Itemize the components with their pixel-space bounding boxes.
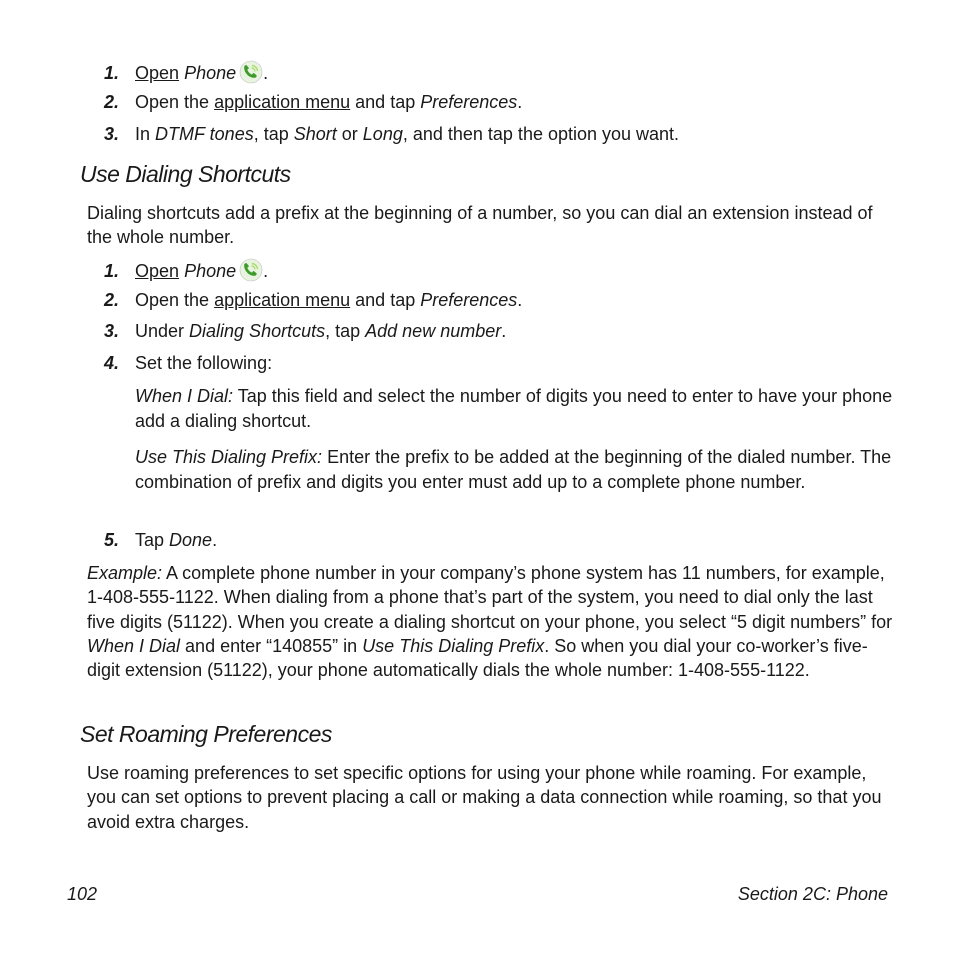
field-label: Use This Dialing Prefix: xyxy=(135,447,323,467)
section-intro-dialing: Dialing shortcuts add a prefix at the beginning of a number, so you can dial an extension instead of the whole number. xyxy=(87,203,873,248)
field-dialing-prefix: Use This Dialing Prefix: Enter the prefix to be added at the beginning of the dialed number. The combination of prefix and digits you enter must add up to a complete phone number. xyxy=(135,447,892,492)
application-menu-link[interactable]: application menu xyxy=(214,92,351,112)
step-number: 2. xyxy=(104,290,120,310)
step-number: 1. xyxy=(104,261,120,281)
step-open-app-menu: 2. Open the application menu and tap Preferences. xyxy=(104,290,523,310)
step-add-new-number: 3. Under Dialing Shortcuts, tap Add new number. xyxy=(104,321,507,341)
step-number: 2. xyxy=(104,92,120,112)
example-label: Example: xyxy=(87,563,163,583)
phone-term: Phone xyxy=(184,261,237,281)
section-heading-roaming: Set Roaming Preferences xyxy=(80,721,332,747)
section-heading-dialing-shortcuts: Use Dialing Shortcuts xyxy=(80,161,291,187)
phone-icon xyxy=(239,258,263,282)
preferences-term: Preferences xyxy=(420,92,518,112)
add-new-number-term: Add new number xyxy=(365,321,502,341)
long-term: Long xyxy=(362,124,403,144)
section-intro-roaming: Use roaming preferences to set specific options for using your phone while roaming. For example, you can set options to prevent placing a call or making a data connection while roaming, so that you avoid extra charges. xyxy=(87,763,882,832)
open-link[interactable]: Open xyxy=(135,63,180,83)
example-paragraph: Example: A complete phone number in your company’s phone system has 11 numbers, for example, 1-408-555-1122. When dialing from a phone that’s part of the system, you need to dial only the last five digits (51122). When you create a dialing shortcut on your phone, you select “5 digit numbers” for When I Dial and enter “140855” in Use This Dialing Prefix. So when you dial your co-worker’s five-digit extension (51122), your phone automatically dials the whole number: 1-408-555-1122. xyxy=(87,563,893,681)
field-when-i-dial: When I Dial: Tap this field and select the number of digits you need to enter to have your phone add a dialing shortcut. xyxy=(135,386,893,431)
step-open-app-menu: 2. Open the application menu and tap Preferences. xyxy=(104,92,523,112)
open-link[interactable]: Open xyxy=(135,261,180,281)
step-dtmf-tones: 3. In DTMF tones, tap Short or Long, and then tap the option you want. xyxy=(104,124,680,144)
done-term: Done xyxy=(169,530,213,550)
phone-term: Phone xyxy=(184,63,237,83)
field-label: When I Dial: xyxy=(135,386,234,406)
step-open-phone: 1. Open Phone . xyxy=(104,60,904,84)
application-menu-link[interactable]: application menu xyxy=(214,290,351,310)
phone-icon xyxy=(239,60,263,84)
dtmf-term: DTMF tones xyxy=(155,124,254,144)
short-term: Short xyxy=(293,124,337,144)
step-tap-done: 5. Tap Done. xyxy=(104,530,218,550)
dialing-shortcuts-term: Dialing Shortcuts xyxy=(189,321,326,341)
step-number: 1. xyxy=(104,63,120,83)
step-number: 4. xyxy=(104,353,120,373)
step-number: 3. xyxy=(104,124,120,144)
step-number: 5. xyxy=(104,530,120,550)
step-set-following: 4. Set the following: xyxy=(104,353,273,373)
page-number: 102 xyxy=(67,884,98,904)
section-footer: Section 2C: Phone xyxy=(737,884,888,904)
preferences-term: Preferences xyxy=(420,290,518,310)
step-open-phone: 1. Open Phone . xyxy=(104,258,904,282)
step-number: 3. xyxy=(104,321,120,341)
